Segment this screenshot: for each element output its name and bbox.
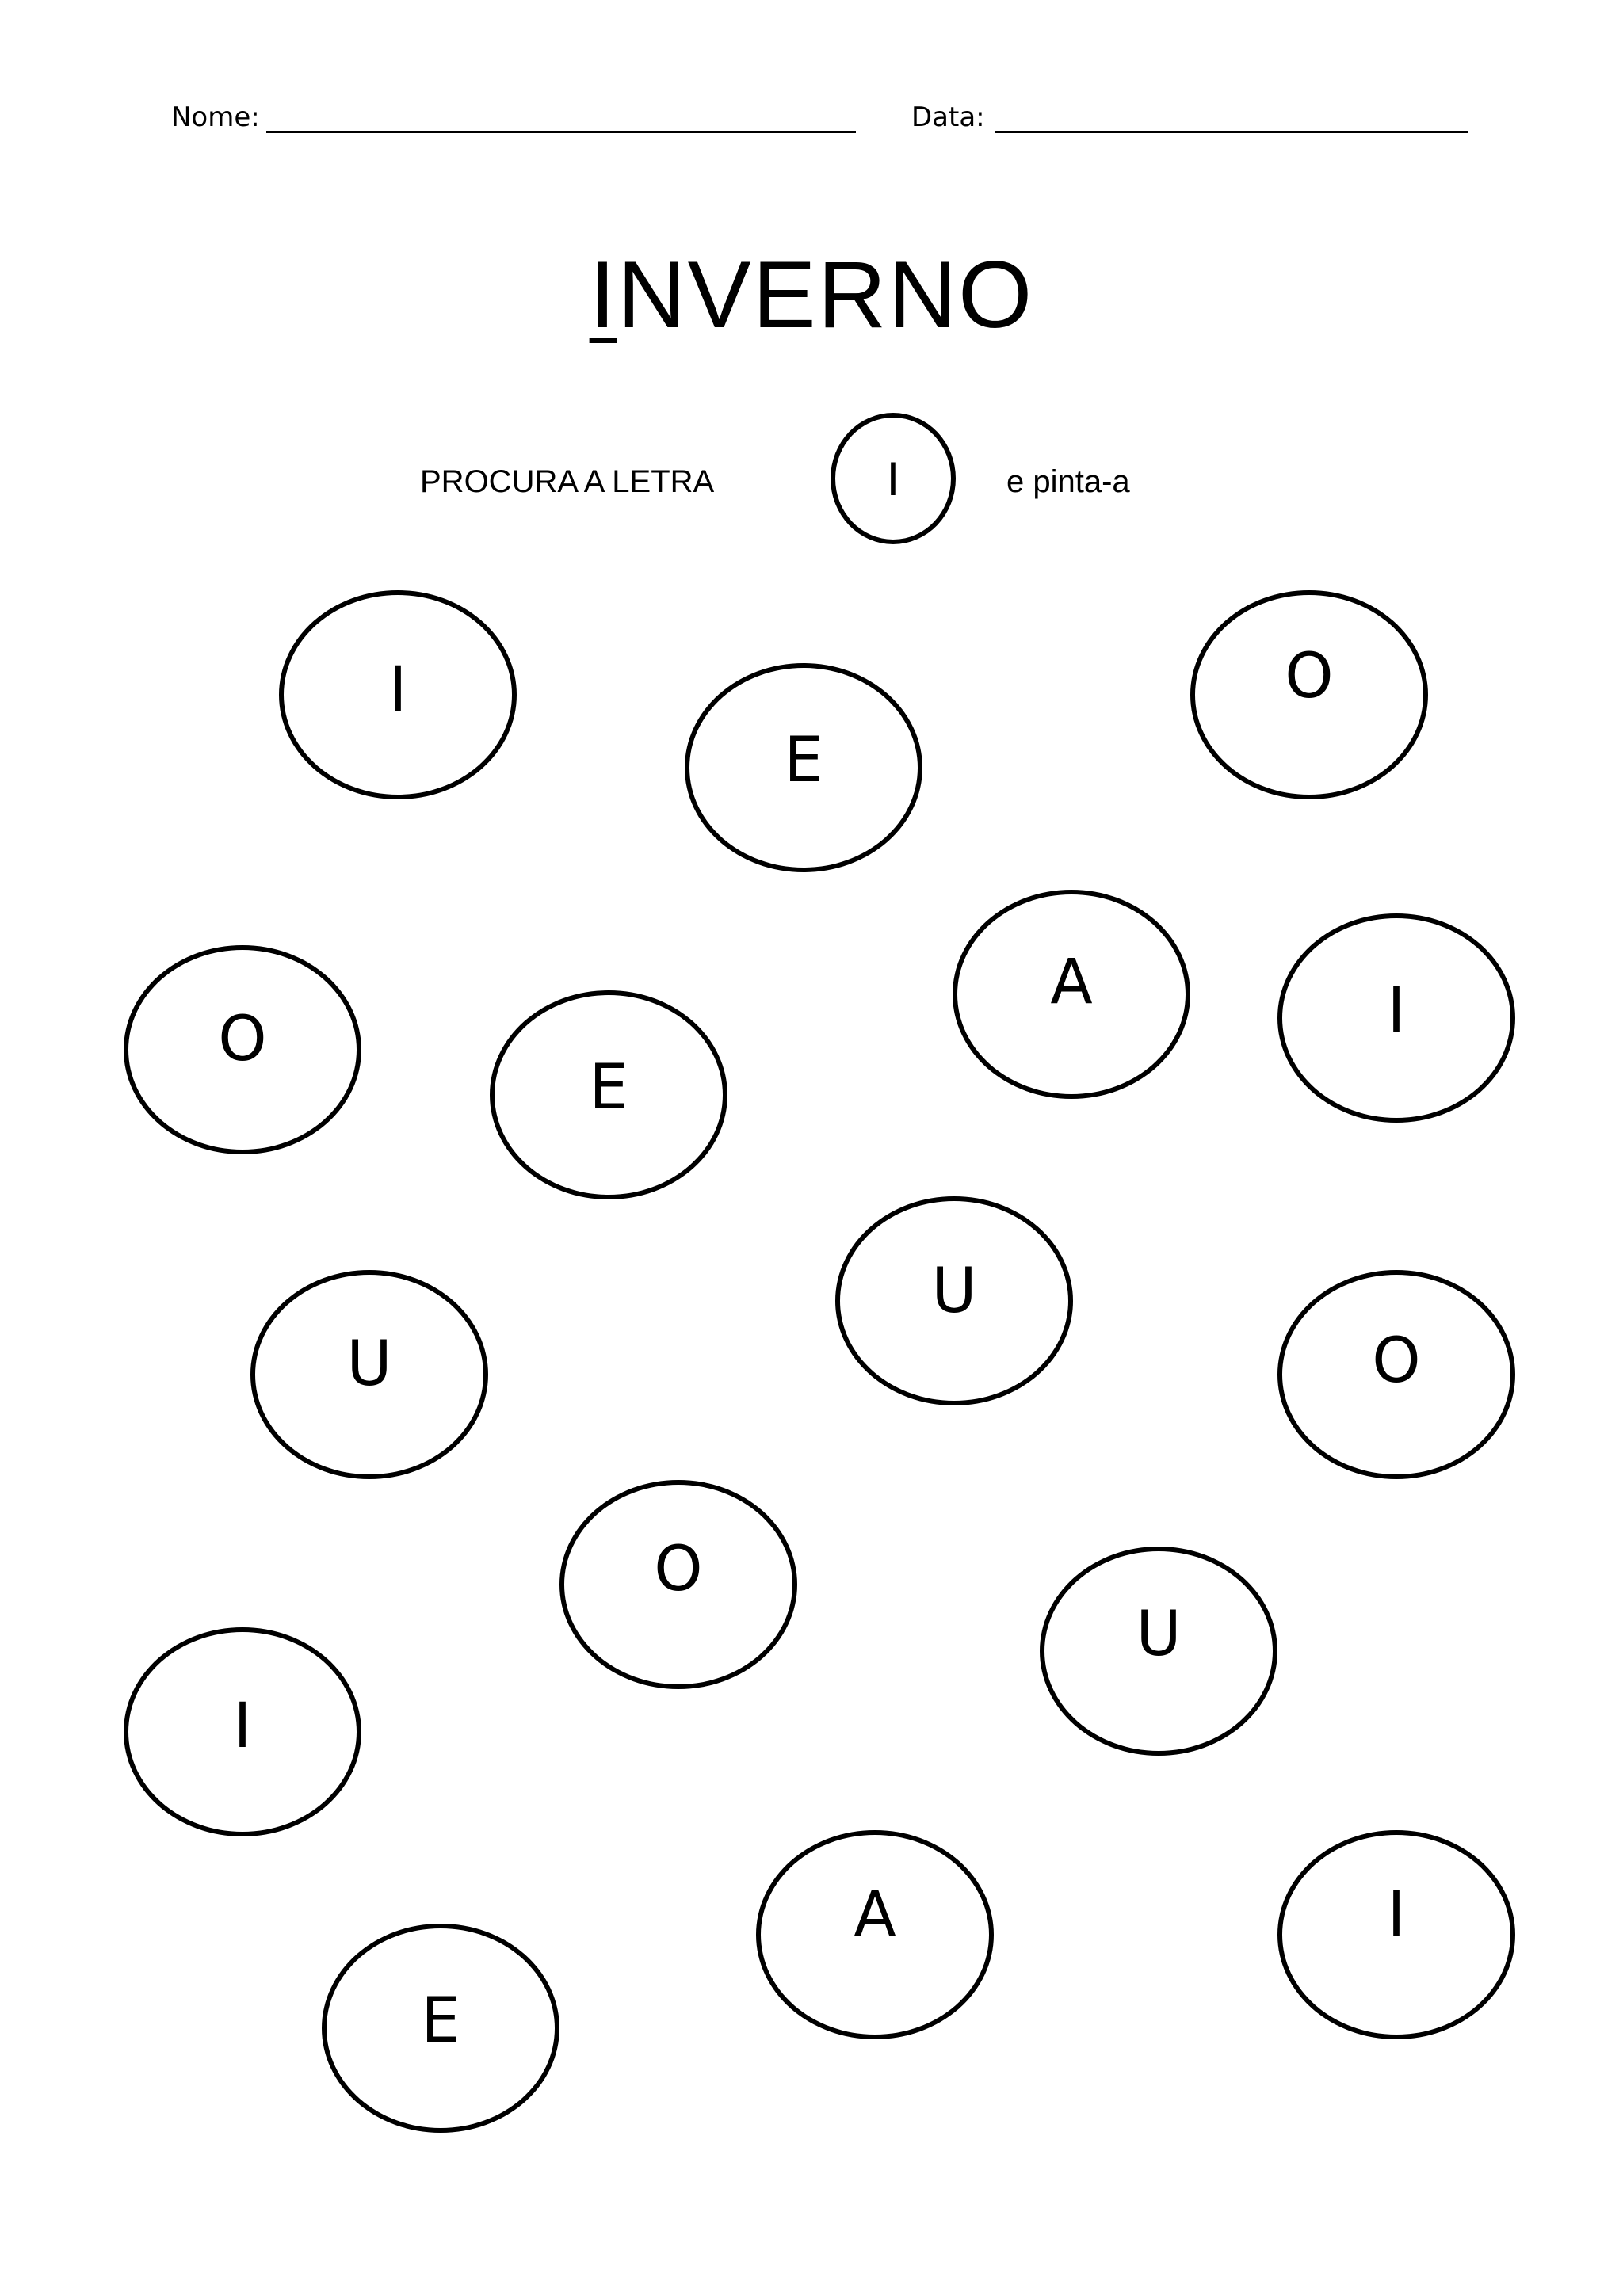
letter-bubble[interactable]	[279, 590, 517, 799]
bubble-letter: I	[388, 654, 407, 726]
letter-bubble[interactable]	[124, 945, 361, 1154]
letter-bubble[interactable]	[1190, 590, 1428, 799]
name-field[interactable]	[266, 131, 856, 133]
bubble-letter: O	[654, 1534, 703, 1605]
bubble-letter: O	[218, 1004, 267, 1075]
bubble-letter: I	[1387, 1879, 1406, 1951]
bubble-letter: U	[931, 1256, 977, 1327]
letter-bubble[interactable]	[1040, 1547, 1277, 1756]
bubble-letter: A	[1050, 947, 1093, 1018]
bubble-letter: I	[233, 1691, 252, 1762]
bubble-letter: E	[589, 1052, 628, 1123]
bubble-letter: U	[346, 1329, 392, 1400]
instruction-prefix: PROCURA A LETRA	[420, 464, 715, 499]
bubble-letter: E	[784, 725, 823, 796]
date-field[interactable]	[995, 131, 1468, 133]
letter-bubble[interactable]	[559, 1480, 797, 1689]
bubble-letter: U	[1136, 1599, 1182, 1670]
bubble-letter: I	[1387, 975, 1406, 1047]
letter-bubble[interactable]	[250, 1270, 488, 1479]
letter-bubble[interactable]	[1277, 1270, 1515, 1479]
bubble-letter: E	[421, 1985, 460, 2057]
letter-bubble[interactable]	[835, 1196, 1073, 1405]
letter-bubble[interactable]	[953, 890, 1190, 1099]
title-rest: NVERNO	[617, 242, 1034, 348]
name-label: Nome:	[171, 101, 260, 133]
letter-bubble[interactable]	[1277, 913, 1515, 1123]
letter-bubble[interactable]	[124, 1627, 361, 1836]
letter-bubble[interactable]	[756, 1830, 994, 2039]
instruction-suffix: e pinta-a	[1006, 464, 1130, 499]
date-label: Data:	[911, 101, 985, 133]
bubble-letter: O	[1372, 1325, 1421, 1397]
page-title	[0, 239, 1623, 350]
target-letter: I	[886, 452, 900, 505]
letter-bubble[interactable]	[1277, 1830, 1515, 2039]
letter-bubble[interactable]	[685, 663, 922, 872]
title-first-letter: I	[589, 242, 617, 348]
target-letter-bubble	[831, 413, 956, 544]
letter-bubble[interactable]	[322, 1924, 559, 2133]
bubble-letter: O	[1285, 641, 1334, 712]
letter-bubble[interactable]	[490, 990, 727, 1199]
bubble-letter: A	[854, 1879, 896, 1951]
